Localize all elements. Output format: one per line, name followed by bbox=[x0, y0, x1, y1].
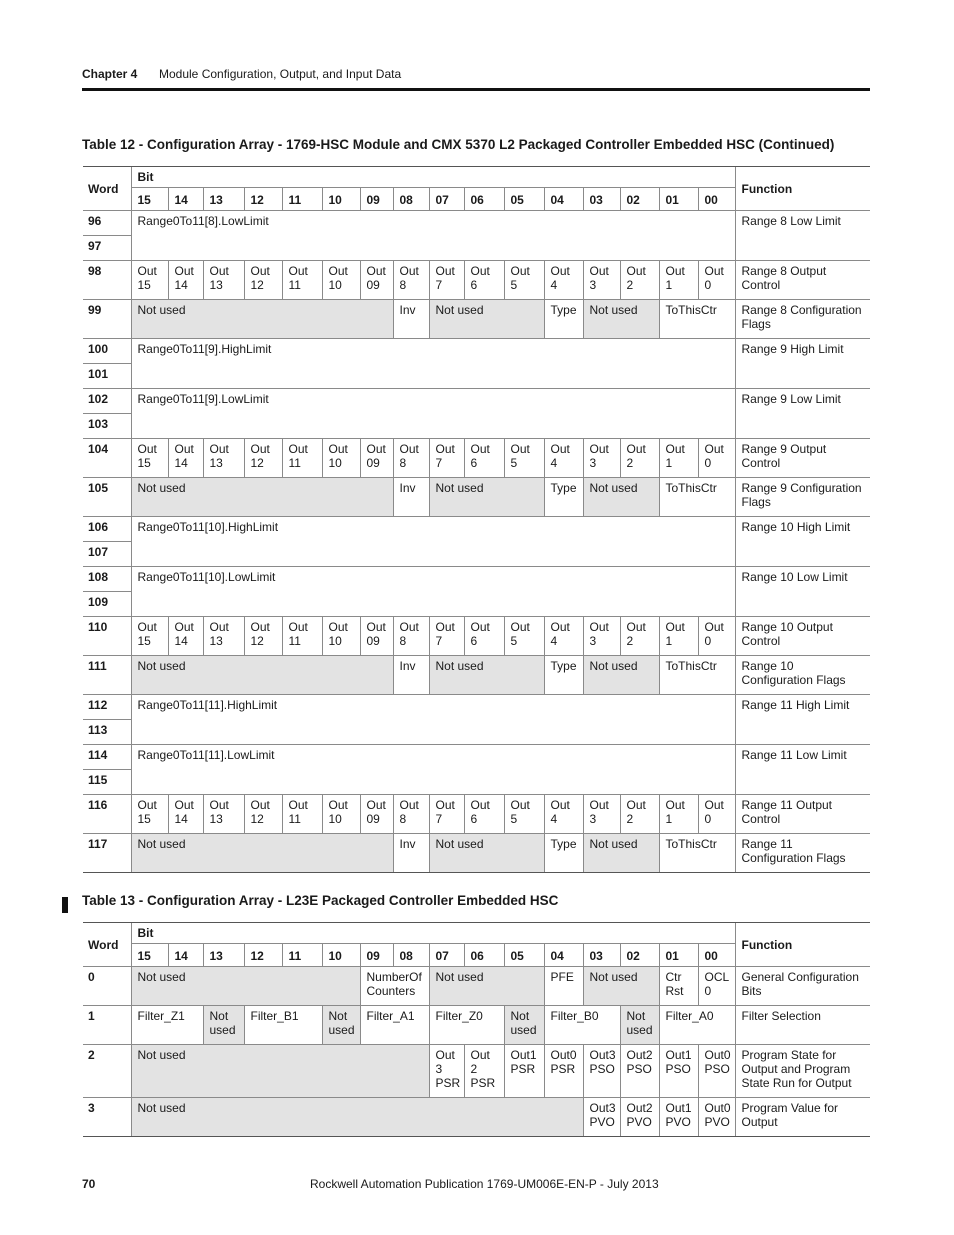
not-used-field: Not used bbox=[429, 478, 544, 517]
inv-flag: Inv bbox=[393, 478, 429, 517]
bit-number: 13 bbox=[203, 188, 244, 211]
bit-number: 03 bbox=[583, 944, 620, 967]
not-used-field: Not used bbox=[131, 478, 393, 517]
bit-field: Not used bbox=[131, 1098, 583, 1137]
bit-number: 12 bbox=[244, 188, 282, 211]
bit-field: Out2 PVO bbox=[620, 1098, 659, 1137]
output-bit: Out 7 bbox=[429, 439, 464, 478]
output-bit: Out 15 bbox=[131, 795, 168, 834]
bit-field: Out1 PVO bbox=[659, 1098, 698, 1137]
output-bit: Out 10 bbox=[322, 261, 360, 300]
output-control-row bbox=[83, 261, 870, 300]
bit-field: Ctr Rst bbox=[659, 967, 698, 1006]
function-cell: Range 9 Configuration Flags bbox=[735, 478, 870, 517]
table13-title: Table 13 - Configuration Array - L23E Packaged Controller Embedded HSC bbox=[82, 893, 559, 908]
output-bit: Out 7 bbox=[429, 617, 464, 656]
function-cell: Filter Selection bbox=[735, 1006, 870, 1045]
bit-field: Filter_A1 bbox=[360, 1006, 429, 1045]
bit-field: PFE bbox=[544, 967, 583, 1006]
word-number: 99 bbox=[83, 300, 131, 339]
word-number: 102 bbox=[83, 389, 131, 414]
output-bit: Out 1 bbox=[659, 617, 698, 656]
bit-number: 05 bbox=[504, 188, 544, 211]
output-bit: Out 8 bbox=[393, 795, 429, 834]
inv-flag: Inv bbox=[393, 656, 429, 695]
bit-field: Filter_B0 bbox=[544, 1006, 620, 1045]
bit-field: Out0 PVO bbox=[698, 1098, 735, 1137]
output-bit: Out 6 bbox=[464, 439, 504, 478]
bit-number: 11 bbox=[282, 188, 322, 211]
word-number: 100 bbox=[83, 339, 131, 364]
word-number: 111 bbox=[83, 656, 131, 695]
word-number: 104 bbox=[83, 439, 131, 478]
type-flag: Type bbox=[544, 834, 583, 873]
output-bit: Out 2 bbox=[620, 795, 659, 834]
word-header: Word bbox=[83, 923, 131, 967]
bit-number: 05 bbox=[504, 944, 544, 967]
limit-field: Range0To11[10].LowLimit bbox=[131, 567, 735, 617]
word-number: 3 bbox=[83, 1098, 131, 1137]
bit-number: 08 bbox=[393, 188, 429, 211]
table-row bbox=[83, 745, 870, 770]
function-header: Function bbox=[735, 923, 870, 967]
bit-field: Not used bbox=[429, 967, 544, 1006]
bit-number: 04 bbox=[544, 944, 583, 967]
function-cell: Range 11 Low Limit bbox=[735, 745, 870, 795]
output-bit: Out 15 bbox=[131, 617, 168, 656]
output-bit: Out 8 bbox=[393, 439, 429, 478]
word-number: 113 bbox=[83, 720, 131, 745]
bit-number: 08 bbox=[393, 944, 429, 967]
bit-field: Not used bbox=[203, 1006, 244, 1045]
chapter-label: Chapter 4 bbox=[82, 67, 138, 81]
bit-number: 01 bbox=[659, 188, 698, 211]
bit-field: Out 3 PSR bbox=[429, 1045, 464, 1098]
bit-number: 15 bbox=[131, 188, 168, 211]
header-rule bbox=[82, 88, 870, 91]
table12 bbox=[83, 166, 870, 873]
output-bit: Out 12 bbox=[244, 439, 282, 478]
output-bit: Out 5 bbox=[504, 795, 544, 834]
function-cell: Program State for Output and Program State Run for Output bbox=[735, 1045, 870, 1098]
output-bit: Out 15 bbox=[131, 439, 168, 478]
table13 bbox=[83, 922, 870, 1137]
output-bit: Out 14 bbox=[168, 261, 203, 300]
output-bit: Out 11 bbox=[282, 795, 322, 834]
output-bit: Out 7 bbox=[429, 261, 464, 300]
output-bit: Out 8 bbox=[393, 261, 429, 300]
inv-flag: Inv bbox=[393, 834, 429, 873]
bit-field: Out0 PSO bbox=[698, 1045, 735, 1098]
output-bit: Out 13 bbox=[203, 795, 244, 834]
output-bit: Out 4 bbox=[544, 439, 583, 478]
table12-title: Table 12 - Configuration Array - 1769-HSC Module and CMX 5370 L2 Packaged Controller Embedded HSC (Continued) bbox=[82, 137, 835, 152]
function-cell: Range 10 Low Limit bbox=[735, 567, 870, 617]
output-bit: Out 3 bbox=[583, 261, 620, 300]
bit-number: 09 bbox=[360, 944, 393, 967]
output-bit: Out 13 bbox=[203, 261, 244, 300]
function-cell: Range 11 Configuration Flags bbox=[735, 834, 870, 873]
output-bit: Out 14 bbox=[168, 617, 203, 656]
word-number: 106 bbox=[83, 517, 131, 542]
not-used-field: Not used bbox=[583, 300, 659, 339]
config-flags-row bbox=[83, 478, 870, 517]
word-number: 115 bbox=[83, 770, 131, 795]
to-this-ctr-flag: ToThisCtr bbox=[659, 834, 735, 873]
bit-field: Not used bbox=[583, 967, 659, 1006]
bit-number: 06 bbox=[464, 944, 504, 967]
output-bit: Out 1 bbox=[659, 261, 698, 300]
page-number: 70 bbox=[82, 1177, 96, 1191]
output-control-row bbox=[83, 617, 870, 656]
word-header: Word bbox=[83, 167, 131, 211]
bit-field: Not used bbox=[620, 1006, 659, 1045]
table-row bbox=[83, 389, 870, 414]
word-number: 97 bbox=[83, 236, 131, 261]
function-cell: Range 8 Low Limit bbox=[735, 211, 870, 261]
chapter-title: Module Configuration, Output, and Input Data bbox=[159, 67, 402, 81]
function-cell: Range 9 Low Limit bbox=[735, 389, 870, 439]
output-bit: Out 1 bbox=[659, 795, 698, 834]
not-used-field: Not used bbox=[429, 300, 544, 339]
bit-number: 11 bbox=[282, 944, 322, 967]
bit-number: 00 bbox=[698, 944, 735, 967]
output-bit: Out 3 bbox=[583, 617, 620, 656]
bit-number: 07 bbox=[429, 188, 464, 211]
bit-number: 12 bbox=[244, 944, 282, 967]
function-cell: Range 11 High Limit bbox=[735, 695, 870, 745]
word-number: 101 bbox=[83, 364, 131, 389]
bit-number: 10 bbox=[322, 188, 360, 211]
bit-field: Filter_B1 bbox=[244, 1006, 322, 1045]
word-number: 2 bbox=[83, 1045, 131, 1098]
output-bit: Out 2 bbox=[620, 261, 659, 300]
bit-number: 14 bbox=[168, 944, 203, 967]
function-header: Function bbox=[735, 167, 870, 211]
config-flags-row bbox=[83, 656, 870, 695]
function-cell: Range 8 Configuration Flags bbox=[735, 300, 870, 339]
bit-field: Filter_Z1 bbox=[131, 1006, 203, 1045]
bit-number: 09 bbox=[360, 188, 393, 211]
output-bit: Out 15 bbox=[131, 261, 168, 300]
output-bit: Out 0 bbox=[698, 617, 735, 656]
word-number: 96 bbox=[83, 211, 131, 236]
function-cell: Range 9 High Limit bbox=[735, 339, 870, 389]
output-bit: Out 7 bbox=[429, 795, 464, 834]
not-used-field: Not used bbox=[131, 656, 393, 695]
table-row bbox=[83, 967, 870, 1006]
inv-flag: Inv bbox=[393, 300, 429, 339]
bit-field: Out3 PVO bbox=[583, 1098, 620, 1137]
bit-field: Out3 PSO bbox=[583, 1045, 620, 1098]
bit-field: OCL 0 bbox=[698, 967, 735, 1006]
word-number: 98 bbox=[83, 261, 131, 300]
header-row bbox=[83, 923, 870, 944]
word-number: 112 bbox=[83, 695, 131, 720]
bit-number: 07 bbox=[429, 944, 464, 967]
bit-field: Filter_Z0 bbox=[429, 1006, 504, 1045]
limit-field: Range0To11[11].HighLimit bbox=[131, 695, 735, 745]
output-bit: Out 0 bbox=[698, 261, 735, 300]
type-flag: Type bbox=[544, 300, 583, 339]
bit-field: Not used bbox=[504, 1006, 544, 1045]
word-number: 108 bbox=[83, 567, 131, 592]
to-this-ctr-flag: ToThisCtr bbox=[659, 478, 735, 517]
limit-field: Range0To11[8].LowLimit bbox=[131, 211, 735, 261]
output-bit: Out 09 bbox=[360, 617, 393, 656]
not-used-field: Not used bbox=[131, 834, 393, 873]
output-bit: Out 5 bbox=[504, 261, 544, 300]
header-row bbox=[83, 167, 870, 188]
bit-number: 14 bbox=[168, 188, 203, 211]
function-cell: Range 11 Output Control bbox=[735, 795, 870, 834]
table-row bbox=[83, 1006, 870, 1045]
bit-header: Bit bbox=[131, 923, 735, 944]
function-cell: Range 10 High Limit bbox=[735, 517, 870, 567]
output-bit: Out 0 bbox=[698, 439, 735, 478]
limit-field: Range0To11[9].LowLimit bbox=[131, 389, 735, 439]
word-number: 117 bbox=[83, 834, 131, 873]
output-bit: Out 14 bbox=[168, 795, 203, 834]
output-bit: Out 09 bbox=[360, 795, 393, 834]
word-number: 103 bbox=[83, 414, 131, 439]
word-number: 1 bbox=[83, 1006, 131, 1045]
output-bit: Out 12 bbox=[244, 617, 282, 656]
output-bit: Out 14 bbox=[168, 439, 203, 478]
bit-field: Not used bbox=[322, 1006, 360, 1045]
bit-field: NumberOf Counters bbox=[360, 967, 429, 1006]
not-used-field: Not used bbox=[429, 834, 544, 873]
output-bit: Out 3 bbox=[583, 795, 620, 834]
function-cell: General Configuration Bits bbox=[735, 967, 870, 1006]
word-number: 109 bbox=[83, 592, 131, 617]
not-used-field: Not used bbox=[429, 656, 544, 695]
output-bit: Out 2 bbox=[620, 439, 659, 478]
bit-field: Out 2 PSR bbox=[464, 1045, 504, 1098]
output-bit: Out 1 bbox=[659, 439, 698, 478]
function-cell: Program Value for Output bbox=[735, 1098, 870, 1137]
output-bit: Out 0 bbox=[698, 795, 735, 834]
bit-number: 06 bbox=[464, 188, 504, 211]
word-number: 116 bbox=[83, 795, 131, 834]
output-bit: Out 13 bbox=[203, 439, 244, 478]
bit-number: 04 bbox=[544, 188, 583, 211]
change-bar bbox=[62, 897, 68, 913]
output-bit: Out 11 bbox=[282, 617, 322, 656]
publication-info: Rockwell Automation Publication 1769-UM006E-EN-P - July 2013 bbox=[310, 1177, 659, 1191]
output-bit: Out 4 bbox=[544, 795, 583, 834]
bit-number: 10 bbox=[322, 944, 360, 967]
word-number: 105 bbox=[83, 478, 131, 517]
output-bit: Out 12 bbox=[244, 261, 282, 300]
to-this-ctr-flag: ToThisCtr bbox=[659, 300, 735, 339]
output-bit: Out 2 bbox=[620, 617, 659, 656]
output-bit: Out 09 bbox=[360, 439, 393, 478]
word-number: 114 bbox=[83, 745, 131, 770]
function-cell: Range 8 Output Control bbox=[735, 261, 870, 300]
bit-number: 02 bbox=[620, 944, 659, 967]
bit-number: 03 bbox=[583, 188, 620, 211]
output-bit: Out 6 bbox=[464, 795, 504, 834]
output-bit: Out 6 bbox=[464, 261, 504, 300]
bit-number: 15 bbox=[131, 944, 168, 967]
output-bit: Out 11 bbox=[282, 261, 322, 300]
not-used-field: Not used bbox=[131, 300, 393, 339]
bit-number: 00 bbox=[698, 188, 735, 211]
output-bit: Out 12 bbox=[244, 795, 282, 834]
config-flags-row bbox=[83, 300, 870, 339]
output-bit: Out 11 bbox=[282, 439, 322, 478]
limit-field: Range0To11[10].HighLimit bbox=[131, 517, 735, 567]
bit-field: Not used bbox=[131, 967, 360, 1006]
function-cell: Range 10 Configuration Flags bbox=[735, 656, 870, 695]
bit-number: 02 bbox=[620, 188, 659, 211]
word-number: 110 bbox=[83, 617, 131, 656]
output-control-row bbox=[83, 439, 870, 478]
table-row bbox=[83, 1045, 870, 1098]
bit-header: Bit bbox=[131, 167, 735, 188]
limit-field: Range0To11[11].LowLimit bbox=[131, 745, 735, 795]
word-number: 107 bbox=[83, 542, 131, 567]
output-bit: Out 13 bbox=[203, 617, 244, 656]
output-bit: Out 4 bbox=[544, 617, 583, 656]
bit-field: Out0 PSR bbox=[544, 1045, 583, 1098]
table-row bbox=[83, 567, 870, 592]
output-bit: Out 10 bbox=[322, 795, 360, 834]
function-cell: Range 10 Output Control bbox=[735, 617, 870, 656]
word-number: 0 bbox=[83, 967, 131, 1006]
not-used-field: Not used bbox=[583, 656, 659, 695]
output-bit: Out 09 bbox=[360, 261, 393, 300]
to-this-ctr-flag: ToThisCtr bbox=[659, 656, 735, 695]
output-bit: Out 3 bbox=[583, 439, 620, 478]
table-row bbox=[83, 339, 870, 364]
output-bit: Out 8 bbox=[393, 617, 429, 656]
config-flags-row bbox=[83, 834, 870, 873]
bit-field: Out1 PSR bbox=[504, 1045, 544, 1098]
output-bit: Out 5 bbox=[504, 617, 544, 656]
table-row bbox=[83, 211, 870, 236]
bit-field: Filter_A0 bbox=[659, 1006, 735, 1045]
output-bit: Out 10 bbox=[322, 617, 360, 656]
output-bit: Out 10 bbox=[322, 439, 360, 478]
output-control-row bbox=[83, 795, 870, 834]
table-row bbox=[83, 695, 870, 720]
function-cell: Range 9 Output Control bbox=[735, 439, 870, 478]
output-bit: Out 6 bbox=[464, 617, 504, 656]
bit-number: 13 bbox=[203, 944, 244, 967]
bit-number: 01 bbox=[659, 944, 698, 967]
type-flag: Type bbox=[544, 656, 583, 695]
output-bit: Out 4 bbox=[544, 261, 583, 300]
not-used-field: Not used bbox=[583, 834, 659, 873]
not-used-field: Not used bbox=[583, 478, 659, 517]
type-flag: Type bbox=[544, 478, 583, 517]
table-row bbox=[83, 517, 870, 542]
output-bit: Out 5 bbox=[504, 439, 544, 478]
limit-field: Range0To11[9].HighLimit bbox=[131, 339, 735, 389]
bit-field: Out2 PSO bbox=[620, 1045, 659, 1098]
bit-field: Out1 PSO bbox=[659, 1045, 698, 1098]
table-row bbox=[83, 1098, 870, 1137]
bit-field: Not used bbox=[131, 1045, 429, 1098]
